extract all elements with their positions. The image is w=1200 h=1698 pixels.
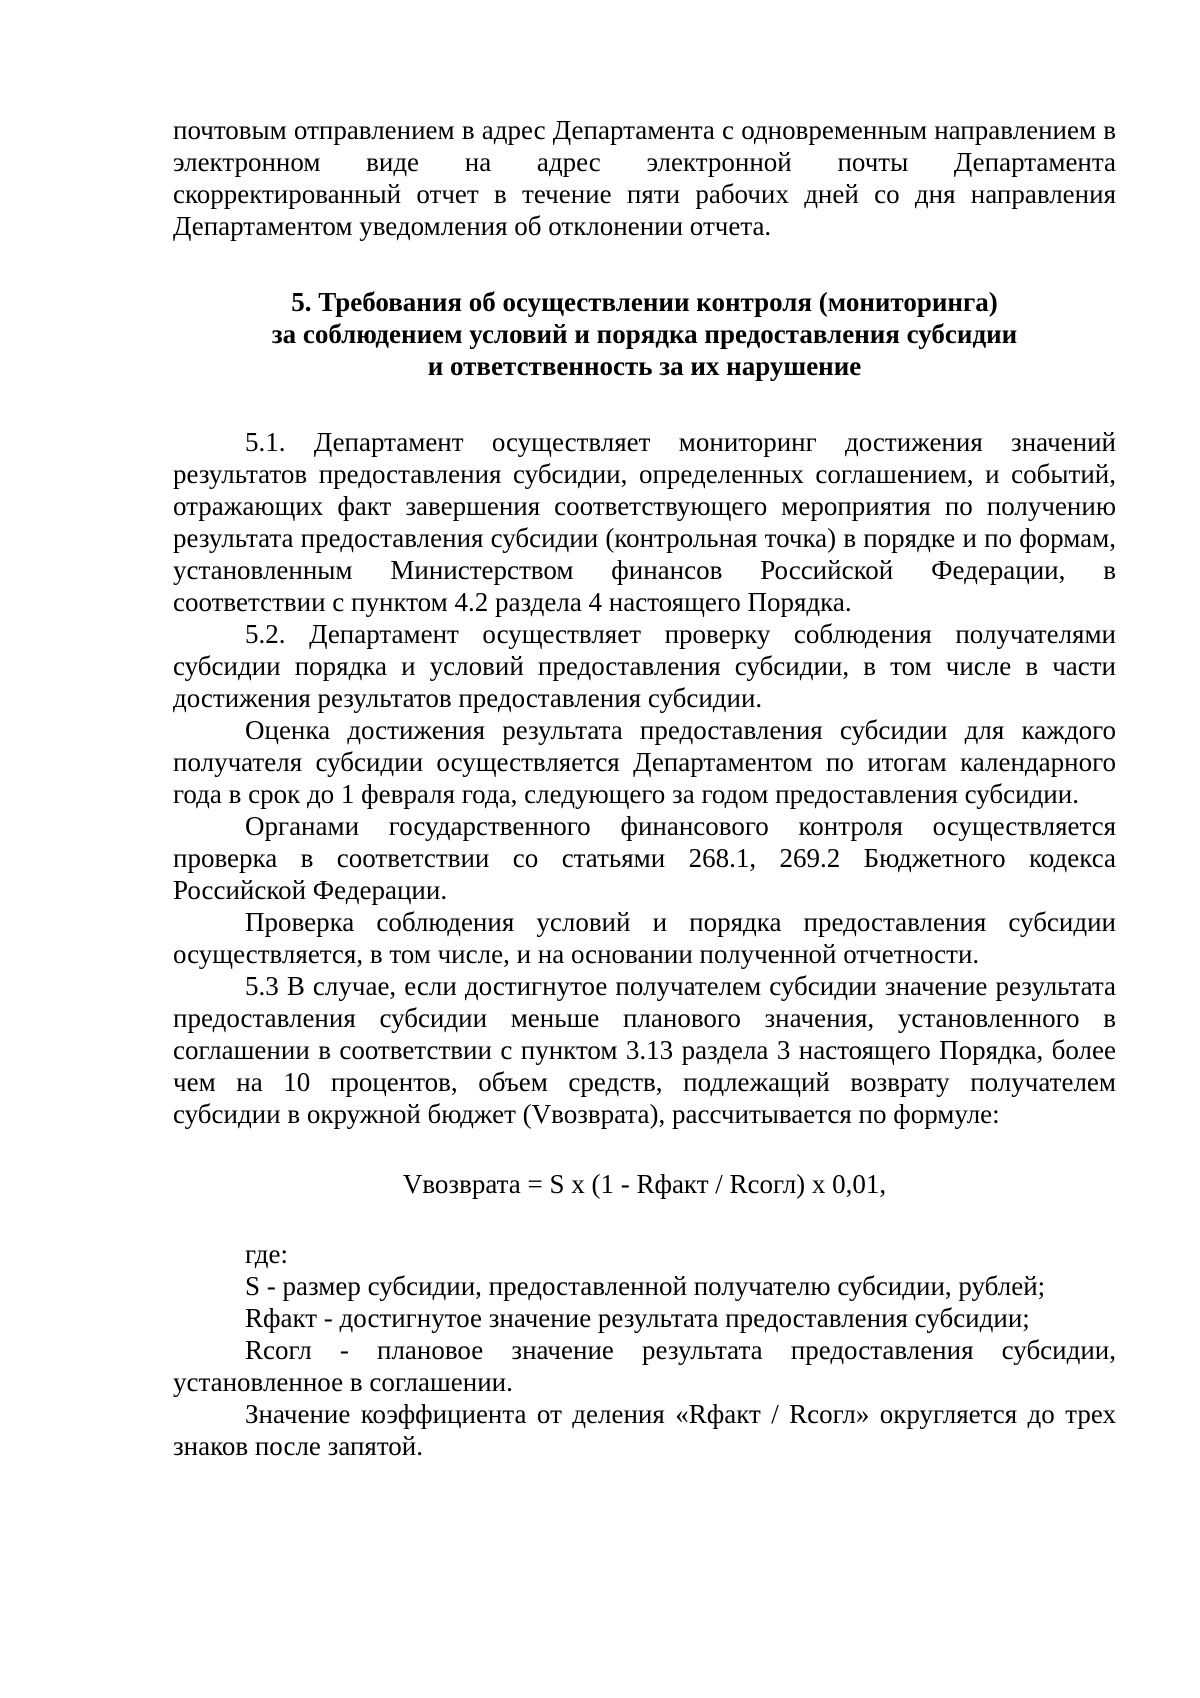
document-body [173,114,1116,1462]
intro-paragraph: почтовым отправлением в адрес Департамента с одновременным направлением в электронном виде на адрес электронной почты Департамента скорректированный отчет в течение пяти рабочих дней со дня направления Департаментом уведомления об отклонении отчета. [173,115,1116,241]
paragraph-5-3: 5.3 В случае, если достигнутое получателем субсидии значение результата предоставления субсидии меньше планового значения, установленного в соглашении в соответствии с пунктом 3.13 раздела 3 настоящего Порядка, более чем на 10 процентов, объем средств, подлежащий возврату получателем субсидии в окружной бюджет (Vвозврата), рассчитывается по формуле: [173,971,1116,1129]
closing-paragraph: Значение коэффициента от деления «Rфакт / Rсогл» округляется до трех знаков после запятой. [173,1399,1116,1461]
return-formula: Vвозврата = S x (1 - Rфакт / Rсогл) x 0,01, [402,1169,887,1199]
section-heading-line-1: 5. Требования об осуществлении контроля (мониторинга) [291,287,998,317]
definition-r-agreement: Rсогл - плановое значение результата предоставления субсидии, установленное в соглашении. [173,1335,1116,1397]
definition-r-fact: Rфакт - достигнутое значение результата предоставления субсидии; [245,1303,1030,1333]
where-label: где: [245,1239,288,1269]
section-heading [173,286,1116,382]
section-heading-line-3: и ответственность за их нарушение [427,351,862,381]
paragraph-assessment: Оценка достижения результата предоставления субсидии для каждого получателя субсидии осуществляется Департаментом по итогам календарного года в срок до 1 февраля года, следующего за годом предоставления субсидии. [173,715,1116,809]
paragraph-reporting-check: Проверка соблюдения условий и порядка предоставления субсидии осуществляется, в том числе, и на основании полученной отчетности. [173,907,1116,969]
definition-s: S - размер субсидии, предоставленной получателю субсидии, рублей; [245,1271,1046,1301]
paragraph-financial-control: Органами государственного финансового контроля осуществляется проверка в соответствии со статьями 268.1, 269.2 Бюджетного кодекса Российской Федерации. [173,811,1116,905]
paragraph-5-2: 5.2. Департамент осуществляет проверку соблюдения получателями субсидии порядка и условий предоставления субсидии, в том числе в части достижения результатов предоставления субсидии. [173,619,1116,713]
section-heading-line-2: за соблюдением условий и порядка предоставления субсидии [271,319,1018,349]
paragraph-5-1: 5.1. Департамент осуществляет мониторинг достижения значений результатов предоставления субсидии, определенных соглашением, и событий, отражающих факт завершения соответствующего мероприятия по получению результата предоставления субсидии (контрольная точка) в порядке и по формам, установленным Министерством финансов Российской Федерации, в соответствии с пунктом 4.2 раздела 4 настоящего Порядка. [173,427,1116,617]
